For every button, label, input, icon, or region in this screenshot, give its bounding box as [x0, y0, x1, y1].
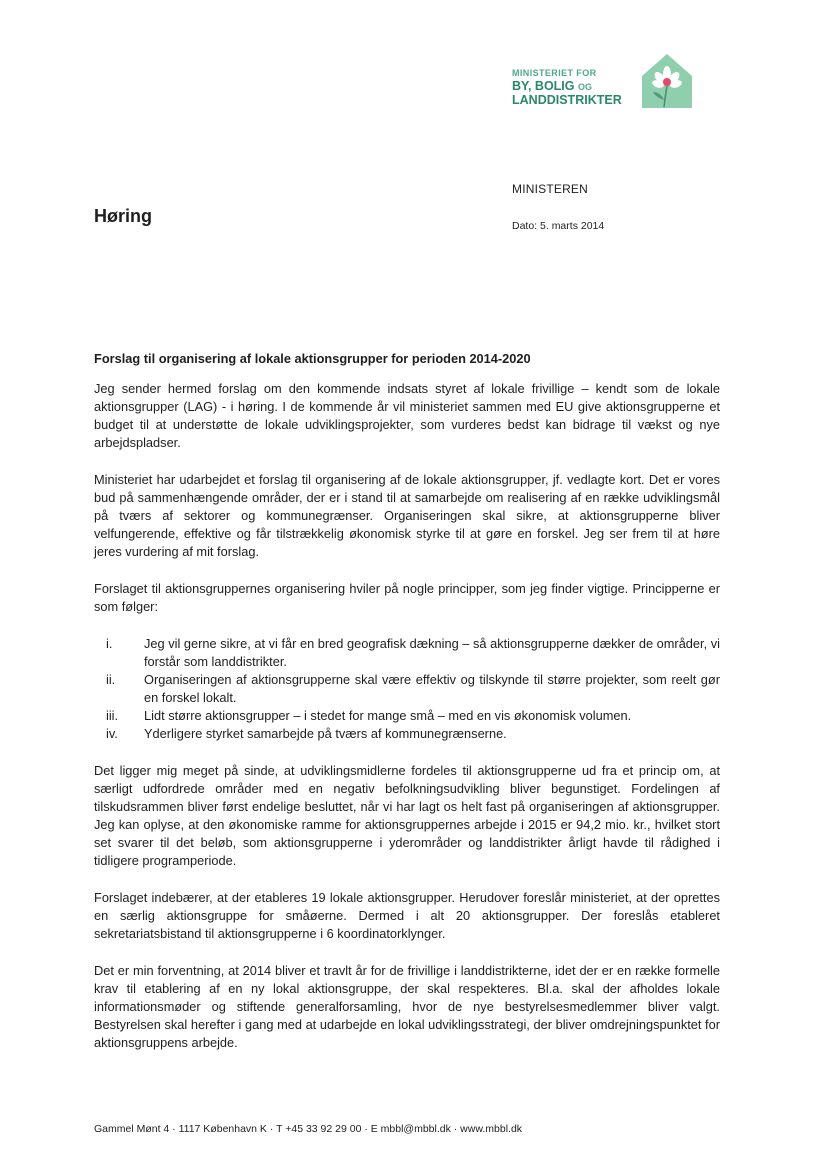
- logo-line-2-main: BY, BOLIG: [512, 79, 575, 93]
- flower-house-icon: [636, 50, 698, 110]
- subject-heading: Forslag til organisering af lokale aktionsgrupper for perioden 2014-2020: [94, 351, 531, 366]
- letter-body: [94, 350, 720, 1071]
- list-item-number: i.: [106, 636, 113, 651]
- logo-line-2-og: OG: [578, 82, 593, 92]
- list-item-text: Jeg vil gerne sikre, at vi får en bred geografisk dækning – så aktionsgrupperne dækker de områder, vi forstår som landdistrikter.: [144, 636, 720, 669]
- list-item-number: ii.: [106, 672, 116, 687]
- paragraph-3: Forslaget til aktionsgruppernes organisering hviler på nogle principper, som jeg finder vigtige. Principperne er som følger:: [94, 581, 720, 614]
- ministry-logo: [512, 50, 698, 114]
- list-item-text: Organiseringen af aktionsgrupperne skal være effektiv og tilskynde til større projekter, som reelt gør en forskel lokalt.: [144, 672, 720, 705]
- principles-list: [94, 635, 720, 743]
- list-item-text: Lidt større aktionsgrupper – i stedet for mange små – med en vis økonomisk volumen.: [144, 708, 632, 723]
- logo-line-3: LANDDISTRIKTER: [512, 93, 622, 107]
- list-item: [94, 707, 720, 725]
- logo-wordmark: [512, 67, 622, 107]
- paragraph-1: Jeg sender hermed forslag om den kommende indsats styret af lokale frivillige – kendt som de lokale aktionsgrupper (LAG) - i høring. I de kommende år vil ministeriet sammen med EU give aktionsgrupperne et budget til at understøtte de lokale udviklingsprojekter, som vurderes bedst kan bidrage til vækst og nye arbejdspladser.: [94, 381, 720, 450]
- logo-line-1: MINISTERIET FOR: [512, 68, 597, 78]
- paragraph-4: Det ligger mig meget på sinde, at udviklingsmidlerne fordeles til aktionsgrupperne ud fra et princip om, at særligt udfordrede områder med en negativ befolkningsudvikling bliver begunstiget. Fordelingen af tilskudsrammen bliver først endelige besluttet, når vi har lagt os helt fast på organiseringen af aktionsgrupper. Jeg kan oplyse, at den økonomiske ramme for aktionsgruppernes arbejde i 2015 er 94,2 mio. kr., hvilket stort set svarer til det beløb, som aktionsgrupperne i yderområder og landdistrikter årligt havde til rådighed i tidligere programperiode.: [94, 763, 720, 868]
- document-date: Dato: 5. marts 2014: [512, 220, 605, 232]
- list-item: [94, 725, 720, 743]
- logo-line-2: [512, 80, 622, 94]
- sender-title: MINISTEREN: [512, 182, 589, 196]
- list-item-text: Yderligere styrket samarbejde på tværs af kommunegrænserne.: [144, 726, 507, 741]
- paragraph-2: Ministeriet har udarbejdet et forslag til organisering af de lokale aktionsgrupper, jf. vedlagte kort. Det er vores bud på sammenhængende områder, der er i stand til at samarbejde om realisering af en række udviklingsmål på tværs af sektorer og kommunegrænser. Organiseringen skal sikre, at aktionsgrupperne bliver velfungerende, effektive og får tilstrækkelig økonomisk styrke til at gøre en forskel. Jeg ser frem til at høre jeres vurdering af mit forslag.: [94, 472, 720, 559]
- list-item: [94, 635, 720, 671]
- footer-contact: Gammel Mønt 4 · 1117 København K · T +45 33 92 29 00 · E mbbl@mbbl.dk · www.mbbl.dk: [94, 1123, 523, 1135]
- list-item-number: iv.: [106, 726, 118, 741]
- paragraph-5: Forslaget indebærer, at der etableres 19 lokale aktionsgrupper. Herudover foreslår ministeriet, at der oprettes en særlig aktionsgruppe for småøerne. Dermed i alt 20 aktionsgrupper. Der foreslås etableret sekretariatsbistand til aktionsgrupperne i 6 koordinatorklynger.: [94, 890, 720, 941]
- list-item: [94, 671, 720, 707]
- list-item-number: iii.: [106, 708, 119, 723]
- paragraph-6: Det er min forventning, at 2014 bliver et travlt år for de frivillige i landdistrikterne, idet der er en række formelle krav til etablering af en ny lokal aktionsgruppe, der skal respekteres. Bl.a. skal der afholdes lokale informationsmøder og stiftende generalforsamling, hvor de nye bestyrelsesmedlemmer bliver valgt. Bestyrelsen skal herefter i gang med at udarbejde en lokal udviklingsstrategi, der bliver omdrejningspunktet for aktionsgruppens arbejde.: [94, 963, 720, 1050]
- document-title: Høring: [94, 206, 152, 226]
